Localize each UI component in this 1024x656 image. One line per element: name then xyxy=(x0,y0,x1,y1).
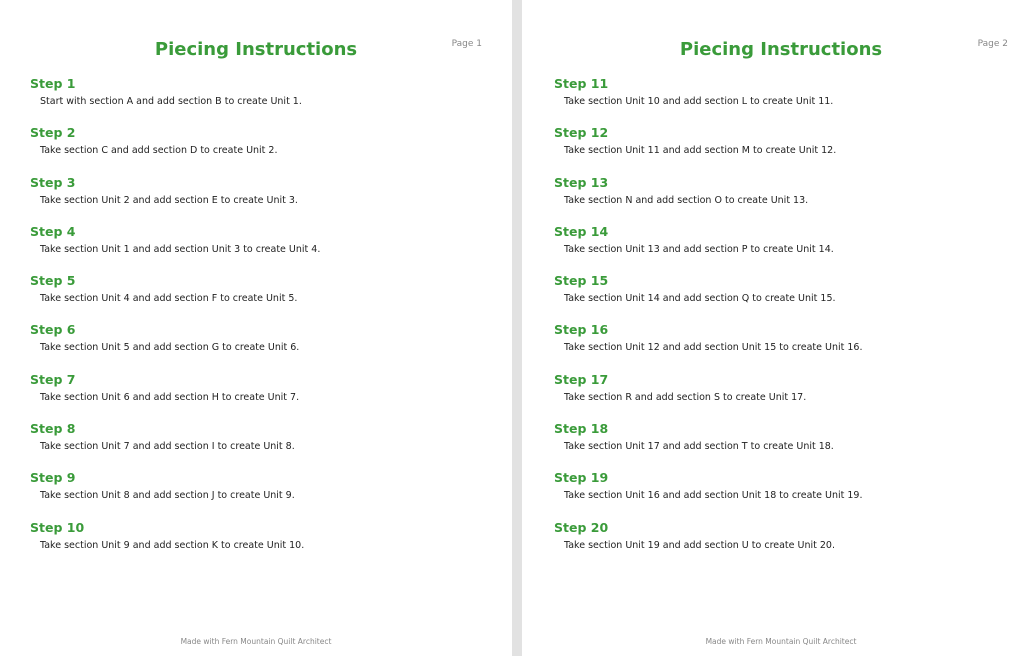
step-title: Step 20 xyxy=(554,519,609,535)
step-item xyxy=(30,123,492,172)
step-item xyxy=(30,271,492,320)
step-title: Step 7 xyxy=(30,371,76,387)
step-title: Step 19 xyxy=(554,470,609,486)
step-title: Step 13 xyxy=(554,174,609,190)
step-text: Take section Unit 12 and add section Unit 15 to create Unit 16. xyxy=(564,342,863,354)
step-title: Step 10 xyxy=(30,519,85,535)
step-item xyxy=(30,468,492,517)
step-text: Take section Unit 11 and add section M to create Unit 12. xyxy=(564,145,837,157)
step-title: Step 12 xyxy=(554,125,609,141)
step-item xyxy=(30,74,492,123)
step-title: Step 2 xyxy=(30,125,76,141)
step-text: Take section Unit 6 and add section H to create Unit 7. xyxy=(40,391,300,403)
step-text: Take section Unit 13 and add section P to create Unit 14. xyxy=(564,243,834,255)
step-title: Step 3 xyxy=(30,174,76,190)
step-title: Step 16 xyxy=(554,322,609,338)
page-2 xyxy=(522,0,1024,656)
step-text: Take section C and add section D to create Unit 2. xyxy=(40,145,278,157)
step-text: Take section Unit 2 and add section E to create Unit 3. xyxy=(40,194,298,206)
step-title: Step 4 xyxy=(30,223,76,239)
step-item xyxy=(30,173,492,222)
step-item xyxy=(554,419,1004,468)
step-text: Take section Unit 5 and add section G to create Unit 6. xyxy=(40,342,300,354)
step-item xyxy=(554,222,1004,271)
step-item xyxy=(554,123,1004,172)
step-text: Take section Unit 19 and add section U to create Unit 20. xyxy=(564,539,835,551)
step-text: Take section Unit 8 and add section J to create Unit 9. xyxy=(40,490,295,502)
page-footer: Made with Fern Mountain Quilt Architect xyxy=(705,637,857,646)
page-title: Piecing Instructions xyxy=(154,39,358,60)
step-item xyxy=(554,320,1004,369)
page-number: Page 2 xyxy=(977,39,1008,49)
step-text: Take section Unit 10 and add section L to create Unit 11. xyxy=(564,96,834,107)
step-list xyxy=(30,74,492,567)
step-item xyxy=(554,173,1004,222)
step-item xyxy=(554,271,1004,320)
step-title: Step 9 xyxy=(30,470,76,486)
step-title: Step 14 xyxy=(554,223,609,239)
step-item xyxy=(554,74,1004,123)
step-item xyxy=(30,370,492,419)
step-text: Take section Unit 7 and add section I to create Unit 8. xyxy=(40,441,295,453)
step-text: Start with section A and add section B to create Unit 1. xyxy=(40,96,302,107)
page-number: Page 1 xyxy=(451,39,482,49)
step-title: Step 6 xyxy=(30,322,76,338)
step-list xyxy=(554,74,1004,567)
step-text: Take section Unit 9 and add section K to create Unit 10. xyxy=(40,539,305,551)
step-text: Take section R and add section S to create Unit 17. xyxy=(564,391,807,403)
page-title: Piecing Instructions xyxy=(679,39,883,60)
step-title: Step 5 xyxy=(30,273,76,289)
step-title: Step 8 xyxy=(30,421,76,437)
step-item xyxy=(30,518,492,567)
step-text: Take section Unit 14 and add section Q to create Unit 15. xyxy=(564,293,836,305)
step-text: Take section N and add section O to create Unit 13. xyxy=(564,194,809,206)
page-footer: Made with Fern Mountain Quilt Architect xyxy=(180,637,332,646)
step-item xyxy=(30,222,492,271)
step-text: Take section Unit 1 and add section Unit 3 to create Unit 4. xyxy=(40,243,321,255)
step-item xyxy=(30,419,492,468)
step-item xyxy=(554,518,1004,567)
step-text: Take section Unit 16 and add section Unit 18 to create Unit 19. xyxy=(564,490,863,502)
step-title: Step 18 xyxy=(554,421,609,437)
step-title: Step 1 xyxy=(30,76,76,91)
step-title: Step 11 xyxy=(554,76,609,91)
step-item xyxy=(554,370,1004,419)
step-title: Step 17 xyxy=(554,371,609,387)
step-title: Step 15 xyxy=(554,273,609,289)
step-text: Take section Unit 17 and add section T to create Unit 18. xyxy=(564,441,834,453)
step-text: Take section Unit 4 and add section F to create Unit 5. xyxy=(40,293,298,305)
step-item xyxy=(30,320,492,369)
step-item xyxy=(554,468,1004,517)
